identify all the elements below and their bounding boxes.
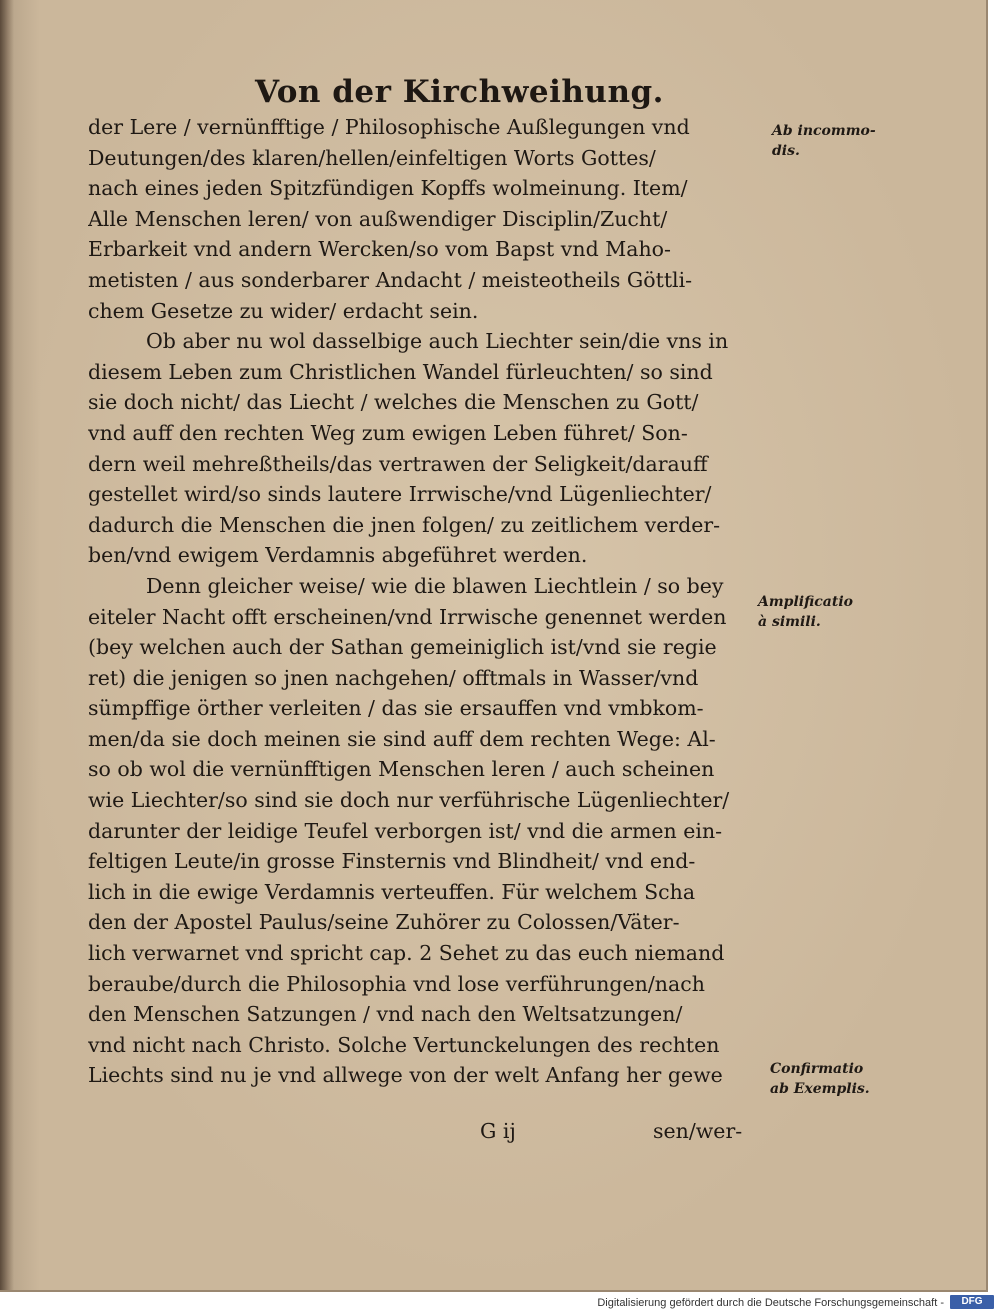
text-line: ret) die jenigen so jnen nachgehen/ offtmals in Wasser/vnd: [88, 665, 699, 690]
text-line: Erbarkeit vnd andern Wercken/so vom Bapst vnd Maho-: [88, 237, 671, 262]
text-line: chem Gesetze zu wider/ erdacht sein.: [88, 298, 479, 323]
margin-note-ab-incommodis: [772, 121, 876, 161]
text-line: Deutungen/des klaren/hellen/einfeltigen Worts Gottes/: [88, 145, 656, 170]
text-line: beraube/durch die Philosophia vnd lose verführungen/nach: [88, 971, 705, 996]
margin-note-line: dis.: [772, 143, 800, 159]
text-line: lich verwarnet vnd spricht cap. 2 Sehet zu das euch niemand: [88, 941, 725, 966]
text-line: sümpffige örther verleiten / das sie ersauffen vnd vmbkom-: [88, 696, 704, 721]
margin-note-line: Ab incommo-: [772, 123, 876, 139]
dfg-attribution: Digitalisierung gefördert durch die Deutsche Forschungsgemeinschaft -: [597, 1297, 944, 1309]
text-line: Denn gleicher weise/ wie die blawen Liechtlein / so bey: [146, 573, 724, 598]
margin-note-line: ab Exemplis.: [770, 1081, 870, 1097]
margin-note-amplificatio: [758, 592, 853, 632]
text-line: den Menschen Satzungen / vnd nach den Weltsatzungen/: [88, 1002, 683, 1027]
text-line: lich in die ewige Verdamnis verteuffen. Für welchem Scha: [88, 879, 696, 904]
text-line: vnd auff den rechten Weg zum ewigen Leben führet/ Son-: [88, 420, 688, 445]
spine-shadow: [0, 0, 14, 1290]
text-line: dern weil mehreßtheils/das vertrawen der Seligkeit/darauff: [88, 451, 708, 476]
catchword: sen/wer-: [653, 1119, 743, 1143]
margin-note-line: à simili.: [758, 614, 821, 630]
margin-note-confirmatio: [770, 1059, 870, 1099]
body-text: [88, 112, 768, 1091]
text-line: (bey welchen auch der Sathan gemeiniglich ist/vnd sie regie: [88, 635, 717, 660]
signature-mark: G ij: [480, 1119, 516, 1143]
text-line: der Lere / vernünfftige / Philosophische Außlegungen vnd: [88, 115, 690, 139]
text-line: feltigen Leute/in grosse Finsternis vnd Blindheit/ vnd end-: [88, 849, 696, 874]
text-line: den der Apostel Paulus/seine Zuhörer zu Colossen/Väter-: [88, 910, 680, 935]
margin-note-line: Confirmatio: [770, 1061, 864, 1077]
text-line: dadurch die Menschen die jnen folgen/ zu zeitlichem verder-: [88, 512, 721, 537]
text-line: darunter der leidige Teufel verborgen ist/ vnd die armen ein-: [88, 818, 723, 843]
text-line: eiteler Nacht offt erscheinen/vnd Irrwische genennet werden: [88, 604, 727, 629]
margin-note-line: Amplificatio: [758, 594, 853, 610]
text-line: so ob wol die vernünfftigen Menschen leren / auch scheinen: [88, 757, 715, 782]
page-footer-line: [88, 1119, 768, 1153]
text-line: nach eines jeden Spitzfündigen Kopffs wolmeinung. Item/: [88, 176, 688, 201]
text-line: Alle Menschen leren/ von außwendiger Disciplin/Zucht/: [88, 206, 668, 231]
text-line: sie doch nicht/ das Liecht / welches die Menschen zu Gott/: [88, 390, 699, 415]
text-line: diesem Leben zum Christlichen Wandel fürleuchten/ so sind: [88, 359, 713, 384]
running-heading: Von der Kirchweihung.: [255, 74, 664, 110]
dfg-logo: DFG: [950, 1295, 994, 1309]
text-line: Liechts sind nu je vnd allwege von der welt Anfang her gewe: [88, 1063, 723, 1088]
text-line: Ob aber nu wol dasselbige auch Liechter sein/die vns in: [146, 329, 729, 354]
text-line: men/da sie doch meinen sie sind auff dem rechten Wege: Al-: [88, 726, 716, 751]
text-line: wie Liechter/so sind sie doch nur verführische Lügenliechter/: [88, 788, 730, 813]
text-line: ben/vnd ewigem Verdamnis abgeführet werden.: [88, 543, 588, 568]
text-line: gestellet wird/so sinds lautere Irrwische/vnd Lügenliechter/: [88, 482, 712, 507]
text-line: vnd nicht nach Christo. Solche Vertunckelungen des rechten: [88, 1032, 720, 1057]
text-line: metisten / aus sonderbarer Andacht / meisteotheils Göttli-: [88, 267, 693, 292]
